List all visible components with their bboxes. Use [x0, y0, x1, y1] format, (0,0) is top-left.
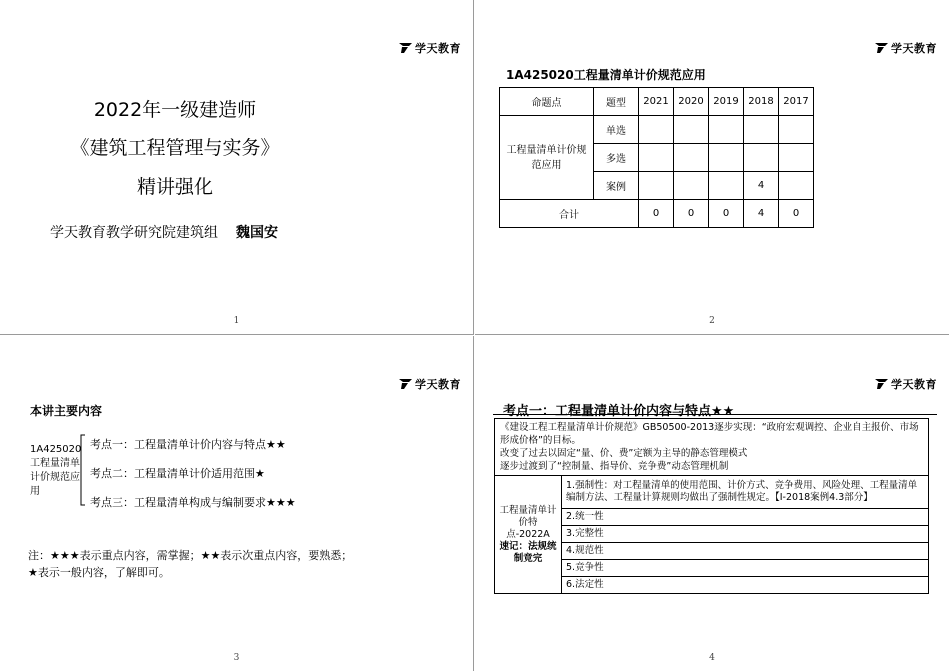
- brand-logo: [399, 376, 461, 392]
- page-number: 4: [709, 653, 715, 663]
- type-cell: 多选: [594, 144, 639, 172]
- brand-name: 学天教育: [891, 42, 937, 55]
- intro-line: 逐步过渡到了“控制量、指导价、竞争费”动态管理机制: [500, 461, 729, 472]
- total-cell: 0: [709, 200, 744, 228]
- value-cell: [779, 172, 814, 200]
- total-cell: 0: [779, 200, 814, 228]
- feature-item: 2.统一性: [562, 509, 929, 526]
- slide-1: [0, 0, 474, 335]
- title-line-1: 2022年一级建造师: [93, 99, 257, 121]
- exam-stats-table: [499, 87, 814, 228]
- total-cell: 0: [639, 200, 674, 228]
- total-cell: 0: [674, 200, 709, 228]
- feature-item: 4.规范性: [562, 543, 929, 560]
- value-cell: [709, 172, 744, 200]
- intro-block: [495, 419, 928, 476]
- value-cell: [674, 144, 709, 172]
- legend-note: 注：★★★表示重点内容，需掌握；★★表示次重点内容，要熟悉；★表示一般内容，了解即可。: [28, 549, 353, 579]
- table-header-row: [500, 88, 814, 116]
- brand-logo-icon: [875, 43, 888, 53]
- content-item: 考点一：工程量清单计价内容与特点★★: [90, 438, 286, 451]
- content-box: [494, 418, 929, 594]
- value-cell: [639, 144, 674, 172]
- header-cell: 2019: [709, 88, 744, 116]
- page-number: 2: [709, 316, 715, 326]
- heading-divider: [493, 414, 937, 415]
- brand-logo-icon: [399, 379, 412, 389]
- brand-logo: [399, 40, 461, 56]
- brand-logo-icon: [875, 379, 888, 389]
- intro-line: 《建设工程工程量清单计价规范》GB50500-2013逐步实现：“政府宏观调控、企业自主报价、市场形成价格”的目标。: [500, 422, 919, 446]
- header-cell: 2020: [674, 88, 709, 116]
- mnemonic: 速记：法规统制竞完: [499, 540, 557, 564]
- bracket-divider: [78, 434, 86, 506]
- feature-item: 5.竞争性: [562, 560, 929, 577]
- brand-logo-icon: [399, 43, 412, 53]
- header-cell: 2018: [744, 88, 779, 116]
- author-name: 魏国安: [236, 225, 278, 241]
- page-number: 3: [233, 653, 240, 663]
- table-row: [500, 116, 814, 144]
- title-line-2: 《建筑工程管理与实务》: [70, 137, 280, 159]
- header-cell: 题型: [594, 88, 639, 116]
- total-cell: 4: [744, 200, 779, 228]
- title-line-3: 精讲强化: [136, 176, 213, 198]
- value-cell: [709, 144, 744, 172]
- slide-title: 1A425020工程量清单计价规范应用: [506, 68, 706, 82]
- brand-logo: [875, 376, 937, 392]
- content-item: 考点二：工程量清单计价适用范围★: [90, 467, 265, 480]
- slide-heading: 本讲主要内容: [30, 404, 103, 418]
- features-label-cell: [495, 476, 562, 593]
- type-cell: 案例: [594, 172, 639, 200]
- slide-heading: 考点一：工程量清单计价内容与特点★★: [503, 404, 735, 419]
- slide-2: [475, 0, 949, 335]
- value-cell: [779, 144, 814, 172]
- brand-logo: [875, 40, 937, 56]
- header-cell: 2021: [639, 88, 674, 116]
- slide-4: [475, 336, 949, 671]
- features-table: [495, 476, 928, 593]
- brand-name: 学天教育: [415, 42, 461, 55]
- type-cell: 单选: [594, 116, 639, 144]
- value-cell: [779, 116, 814, 144]
- total-label: 合计: [500, 200, 639, 228]
- author-line: [50, 222, 278, 242]
- page-number: 1: [233, 316, 240, 326]
- value-cell: [639, 172, 674, 200]
- value-cell: [674, 116, 709, 144]
- chapter-label: 1A425020工程量清单计价规范应用: [30, 444, 82, 497]
- table-row: [495, 476, 928, 509]
- value-cell: [744, 144, 779, 172]
- feature-item: 1.强制性：对工程量清单的使用范围、计价方式、竞争费用、风险处理、工程量清单编制方法、工程量计算规则均做出了强制性规定。【Ⅰ-2018案例4.3部分】: [566, 480, 918, 503]
- value-cell: [709, 116, 744, 144]
- value-cell: [744, 116, 779, 144]
- org-name: 学天教育教学研究院建筑组: [50, 225, 218, 241]
- slide-3: [0, 336, 474, 671]
- brand-name: 学天教育: [891, 378, 937, 391]
- value-cell: 4: [744, 172, 779, 200]
- feature-item: 3.完整性: [562, 526, 929, 543]
- value-cell: [639, 116, 674, 144]
- brand-name: 学天教育: [415, 378, 461, 391]
- header-cell: 命题点: [500, 88, 594, 116]
- features-label: 工程量清单计价特点-2022A: [499, 504, 557, 540]
- header-cell: 2017: [779, 88, 814, 116]
- total-row: [500, 200, 814, 228]
- feature-item: 6.法定性: [562, 577, 929, 594]
- value-cell: [674, 172, 709, 200]
- topic-cell: 工程量清单计价规范应用: [500, 116, 594, 200]
- intro-line: 改变了过去以固定“量、价、费”定额为主导的静态管理模式: [500, 448, 748, 459]
- content-item: 考点三：工程量清单构成与编制要求★★★: [90, 496, 296, 509]
